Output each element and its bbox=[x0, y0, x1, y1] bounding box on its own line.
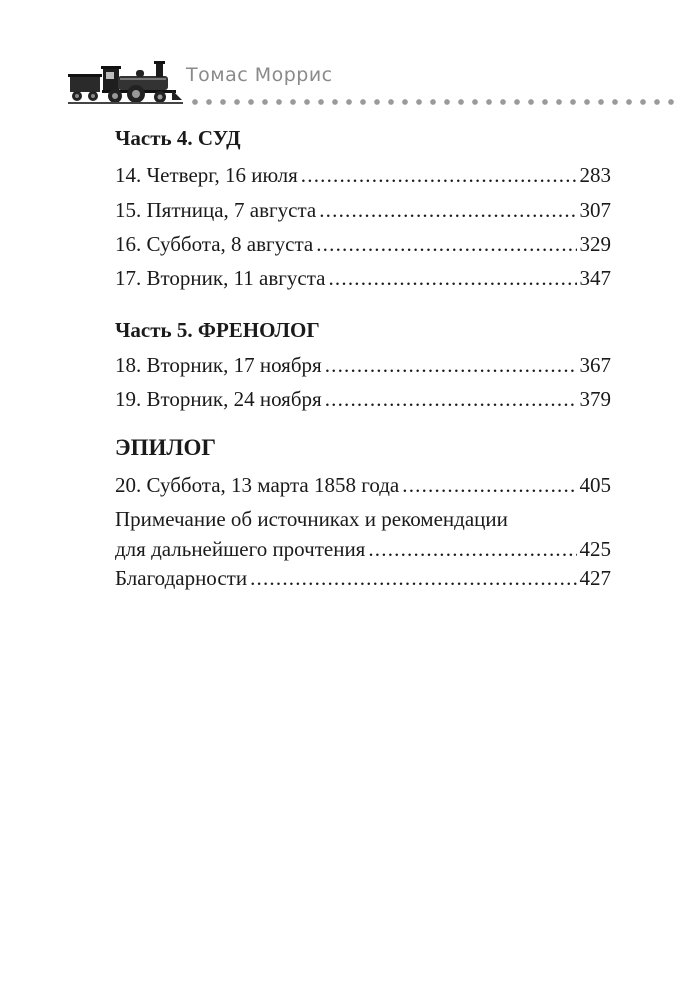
dot-leader bbox=[368, 537, 576, 558]
toc-entry-title: 20. Суббота, 13 марта 1858 года bbox=[115, 473, 400, 497]
toc-entry[interactable] bbox=[115, 387, 611, 412]
dot-leader bbox=[325, 387, 577, 408]
toc-entry-title: 18. Вторник, 17 ноября bbox=[115, 353, 322, 377]
toc-entry-page: 347 bbox=[579, 266, 611, 290]
dot-leader bbox=[325, 353, 577, 374]
running-header bbox=[0, 0, 681, 120]
epilogue-heading: ЭПИЛОГ bbox=[115, 435, 217, 460]
toc-entry[interactable] bbox=[115, 163, 611, 188]
toc-entry-title: 15. Пятница, 7 августа bbox=[115, 198, 317, 222]
toc-entry-page: 329 bbox=[579, 232, 611, 256]
toc-entry[interactable] bbox=[115, 566, 611, 591]
dot-leader bbox=[301, 163, 577, 184]
toc-entry-page: 379 bbox=[579, 387, 611, 411]
part-heading: Часть 4. СУД bbox=[115, 126, 241, 150]
part-heading: Часть 5. ФРЕНОЛОГ bbox=[115, 318, 320, 342]
toc-entry-title: Примечание об источниках и рекомендации bbox=[115, 507, 508, 531]
dot-leader bbox=[316, 232, 576, 253]
toc-entry[interactable] bbox=[115, 473, 611, 498]
toc-entry-title: 17. Вторник, 11 августа bbox=[115, 266, 326, 290]
steam-locomotive-icon bbox=[68, 60, 183, 104]
dotted-rule bbox=[188, 98, 680, 106]
dot-leader bbox=[319, 198, 576, 219]
toc-entry[interactable] bbox=[115, 353, 611, 378]
dot-leader bbox=[250, 566, 576, 587]
toc-entry-page: 427 bbox=[579, 566, 611, 590]
toc-entry[interactable] bbox=[115, 198, 611, 223]
toc-entry-title: 19. Вторник, 24 ноября bbox=[115, 387, 322, 411]
toc-entry-page: 405 bbox=[579, 473, 611, 497]
toc-entry-title: Благодарности bbox=[115, 566, 248, 590]
dot-leader bbox=[328, 266, 576, 287]
toc-entry-title: 14. Четверг, 16 июля bbox=[115, 163, 298, 187]
toc-entry-title: 16. Суббота, 8 августа bbox=[115, 232, 314, 256]
toc-entry-page: 425 bbox=[579, 537, 611, 561]
toc-entry[interactable] bbox=[115, 232, 611, 257]
toc-entry-page: 283 bbox=[579, 163, 611, 187]
author-name: Томас Моррис bbox=[186, 64, 333, 86]
toc-entry[interactable] bbox=[115, 266, 611, 291]
toc-entry-page: 307 bbox=[579, 198, 611, 222]
toc-entry[interactable] bbox=[115, 507, 611, 562]
toc-entry-title-continued: для дальнейшего прочтения bbox=[115, 537, 366, 561]
toc-entry-page: 367 bbox=[579, 353, 611, 377]
dot-leader bbox=[402, 473, 576, 494]
